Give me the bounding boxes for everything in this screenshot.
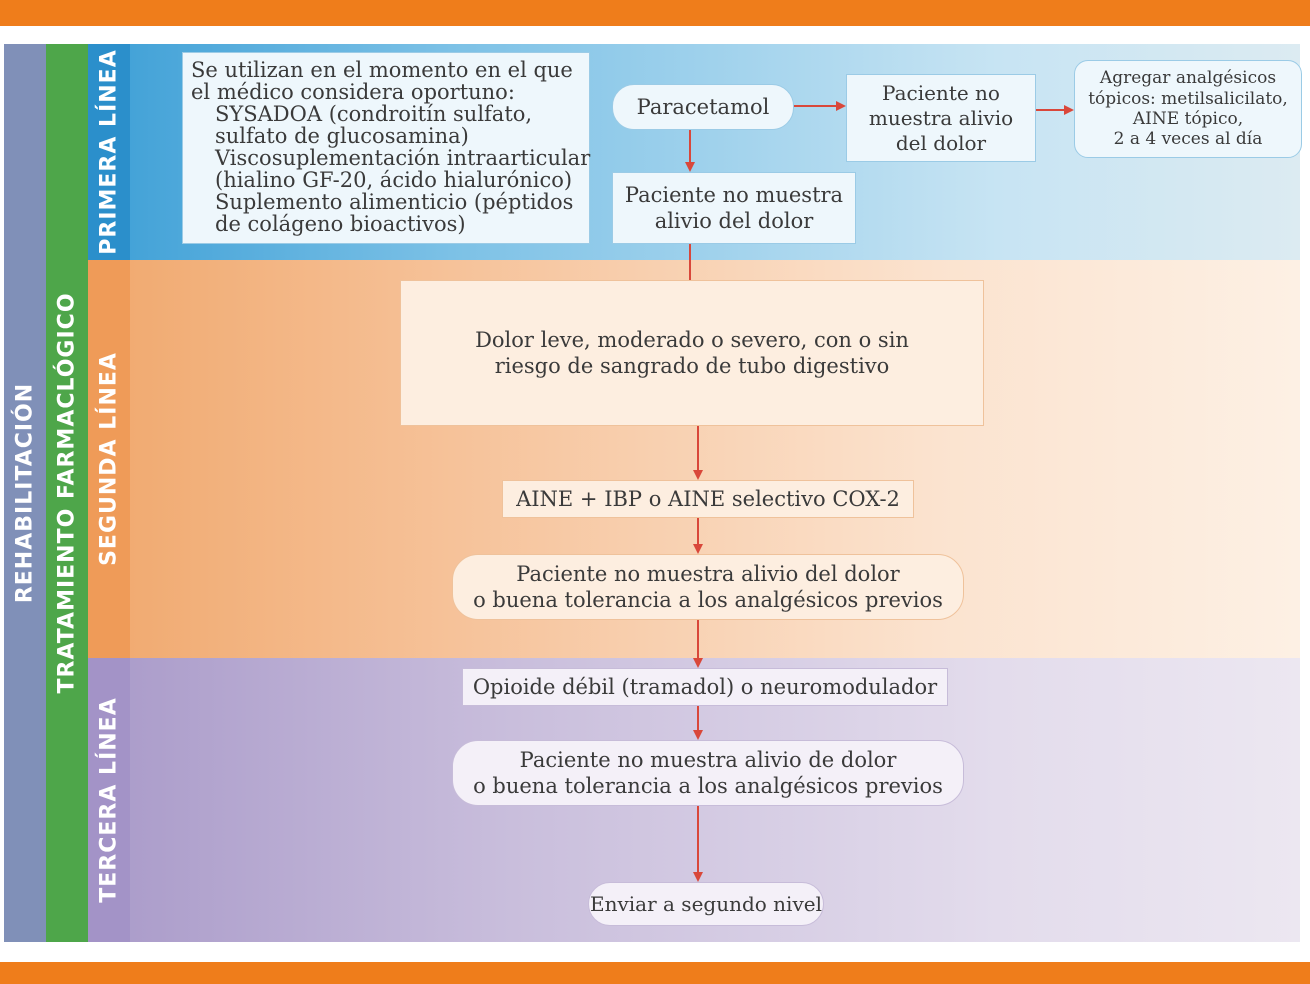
node-line: Paciente no muestra alivio de dolor [519, 747, 897, 772]
paracetamol-label: Paracetamol [636, 94, 770, 119]
segunda-status-node [452, 554, 964, 620]
node-line: alivio del dolor [654, 209, 814, 233]
info-line: el médico considera oportuno: [191, 80, 515, 105]
node-line: o buena tolerancia a los analgésicos previos [473, 588, 943, 612]
info-line: Suplemento alimenticio (péptidos [215, 190, 574, 215]
node-line: Agregar analgésicos [1099, 68, 1277, 89]
tercera-linea-label: TERCERA LÍNEA [96, 697, 122, 903]
tratamiento-strip [46, 44, 88, 942]
enviar-segundo-nivel-node [588, 882, 824, 926]
primera-linea-tab [88, 44, 130, 260]
info-line: (hialino GF-20, ácido hialurónico) [215, 168, 573, 193]
node-line: muestra alivio [868, 105, 1014, 130]
segunda-linea-tab [88, 260, 130, 658]
tratamiento-label: TRATAMIENTO FARMACLÓGICO [54, 292, 80, 694]
node-line: 2 a 4 veces al día [1113, 129, 1263, 150]
primera-linea-label: PRIMERA LÍNEA [96, 49, 122, 255]
rehabilitacion-label: REHABILITACIÓN [12, 382, 38, 604]
node-line: riesgo de sangrado de tubo digestivo [494, 354, 890, 378]
enviar-label: Enviar a segundo nivel [590, 891, 822, 916]
no-alivio-down-node [612, 172, 856, 244]
node-line: o buena tolerancia a los analgésicos previos [473, 774, 943, 798]
sysadoa-info-box [182, 52, 590, 244]
segunda-linea-label: SEGUNDA LÍNEA [96, 352, 122, 566]
no-alivio-right-node [846, 74, 1036, 162]
node-line: Paciente no [882, 80, 1000, 105]
info-line: de colágeno bioactivos) [215, 212, 466, 237]
opioide-label: Opioide débil (tramadol) o neuromodulador [472, 674, 938, 699]
node-line: Paciente no muestra alivio del dolor [516, 561, 900, 586]
node-line: Dolor leve, moderado o severo, con o sin [475, 327, 909, 352]
paracetamol-node [612, 84, 794, 130]
aine-node [502, 480, 914, 518]
aine-label: AINE + IBP o AINE selectivo COX-2 [516, 486, 900, 511]
tercera-status-node [452, 740, 964, 806]
analgesicos-topicos-node [1074, 60, 1302, 158]
info-line: Se utilizan en el momento en el que [191, 58, 573, 82]
info-line: sulfato de glucosamina) [215, 124, 469, 149]
top-orange-bar [0, 0, 1310, 26]
info-line: SYSADOA (condroitín sulfato, [215, 102, 533, 127]
info-line: Viscosuplementación intraarticular [215, 146, 591, 171]
node-line: AINE tópico, [1132, 109, 1244, 129]
node-line: tópicos: metilsalicilato, [1088, 88, 1288, 109]
bottom-orange-bar [0, 962, 1310, 984]
opioide-node [462, 668, 948, 706]
dolor-severidad-node [400, 280, 984, 426]
rehabilitacion-strip [4, 44, 46, 942]
node-line: Paciente no muestra [624, 182, 844, 207]
node-line: del dolor [895, 130, 987, 155]
tercera-linea-tab [88, 658, 130, 942]
